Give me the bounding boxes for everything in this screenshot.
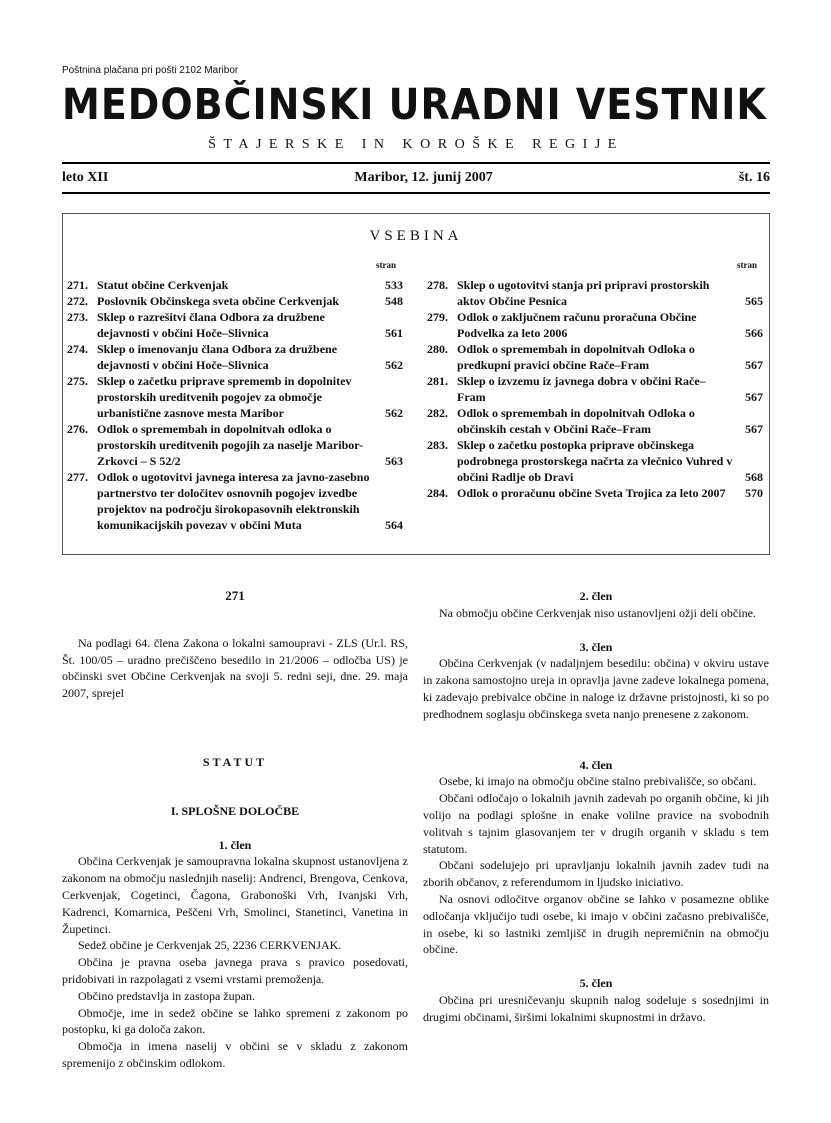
toc-item-number: 272. — [67, 294, 88, 308]
paragraph: Občina pri uresničevanju skupnih nalog sodeluje s sosednjimi in drugimi občinami, širšimi lokalnimi skupnostmi in državo. — [423, 992, 769, 1024]
toc-page-header-right: stran — [737, 260, 757, 270]
toc-item-page: 570 — [745, 486, 763, 500]
toc-item-number: 282. — [427, 406, 448, 420]
paragraph: Sedež občine je Cerkvenjak 25, 2236 CERKVENJAK. — [78, 938, 342, 953]
toc-item-page: 567 — [745, 422, 763, 436]
article-4-title: 4. člen — [579, 757, 613, 772]
toc-item — [67, 341, 403, 373]
toc-column-left — [67, 277, 403, 533]
article-2-body — [423, 605, 769, 622]
toc-item — [67, 421, 403, 469]
statut-title: STATUT — [202, 754, 268, 769]
paragraph: Na osnovi odločitve organov občine se lahko v posamezne oblike odločanja vključijo tudi osebe, ki imajo v občini začasno prebivališče, in osebe, ki so lastniki zemljišč in drugih nepremičnin na območju občine. — [423, 891, 769, 957]
issue-year: leto XII — [62, 170, 109, 185]
column-left — [62, 588, 408, 1072]
article-1-title: 1. člen — [218, 837, 252, 852]
toc-item-number: 284. — [427, 486, 448, 500]
header-rule-top — [62, 162, 770, 164]
toc-page-header-left: stran — [376, 260, 396, 270]
article-3-body — [423, 655, 769, 722]
toc-item-title: Statut občine Cerkvenjak — [97, 278, 229, 292]
article-4-body — [423, 773, 769, 958]
toc-item — [67, 469, 403, 533]
toc-item-page: 533 — [385, 278, 403, 292]
toc-column-right — [427, 277, 763, 501]
paragraph: Občino predstavlja in zastopa župan. — [78, 988, 255, 1003]
toc-item-page: 567 — [745, 358, 763, 372]
paragraph: Območje, ime in sedež občine se lahko spremeni z zakonom po postopku, ki ga določa zakon. — [62, 1005, 408, 1037]
article-3-title: 3. člen — [579, 639, 613, 654]
toc-item-page: 566 — [745, 326, 763, 340]
toc-item-title: Poslovnik Občinskega sveta občine Cerkvenjak — [97, 294, 340, 308]
toc-item-page: 565 — [745, 294, 763, 308]
paragraph: Občani odločajo o lokalnih javnih zadevah po organih občine, ki jih volijo na podlagi splošne in enake volilne pravice na svobodnih volitvah s tajnim glasovanjem ter v drugih organih v skladu s tem statutom. — [423, 791, 769, 856]
table-of-contents — [62, 213, 770, 555]
toc-item-page: 562 — [385, 358, 403, 372]
paragraph: Občani sodelujejo pri upravljanju lokalnih javnih zadev tudi na zborih občanov, z referendumom in ljudsko iniciativo. — [423, 858, 769, 890]
toc-item-title: Sklep o začetku postopka priprave občinskega podrobnega prostorskega načrta za vlečnico Vuhred v občini Radlje ob Dravi — [457, 438, 733, 484]
toc-item-page: 548 — [385, 294, 403, 308]
toc-item-page: 561 — [385, 326, 403, 340]
toc-item-title: Sklep o začetku priprave sprememb in dopolnitev prostorskih ureditvenih pogojev za območje urbanistične zasnove mesta Maribor — [97, 374, 352, 420]
toc-item-number: 277. — [67, 470, 88, 484]
toc-title: VSEBINA — [369, 228, 463, 244]
toc-item-page: 568 — [745, 470, 763, 484]
toc-item — [427, 437, 763, 485]
toc-item-title: Odlok o spremembah in dopolnitvah odloka o prostorskih ureditvenih pogojih za naselje Maribor-Zrkovci – S 52/2 — [97, 422, 364, 468]
issue-date: Maribor, 12. junij 2007 — [354, 170, 493, 185]
chapter-title: I. SPLOŠNE DOLOČBE — [170, 803, 300, 818]
toc-item — [427, 373, 763, 405]
toc-item — [67, 293, 403, 309]
toc-item-title: Odlok o ugotovitvi javnega interesa za javno-zasebno partnerstvo ter določitev osnovnih pogojev izvedbe projektov na področju širokopasovnih elektronskih komunikacijskih povezav v občini Muta — [97, 470, 370, 532]
article-1-body — [62, 853, 408, 1071]
toc-item-title: Sklep o izvzemu iz javnega dobra v občini Rače–Fram — [457, 374, 706, 404]
toc-item — [427, 405, 763, 437]
masthead-title: MEDOBČINSKI URADNI VESTNIK — [62, 80, 767, 130]
paragraph: Občina je pravna oseba javnega prava s pravico posedovati, pridobivati in razpolagati z vsemi vrstami premoženja. — [62, 955, 408, 986]
toc-item-page: 562 — [385, 406, 403, 420]
toc-item-title: Odlok o spremembah in dopolnitvah Odloka o predkupni pravici občine Rače–Fram — [457, 342, 695, 372]
paragraph: Osebe, ki imajo na območju občine stalno prebivališče, so občani. — [439, 774, 757, 789]
toc-item-number: 274. — [67, 342, 88, 356]
toc-item-page: 563 — [385, 454, 403, 468]
toc-item-number: 279. — [427, 310, 448, 324]
toc-item — [67, 309, 403, 341]
toc-item-title: Odlok o proračunu občine Sveta Trojica za leto 2007 — [457, 486, 726, 500]
toc-item-number: 280. — [427, 342, 448, 356]
issue-number: št. 16 — [738, 170, 770, 185]
paragraph: Na območju občine Cerkvenjak niso ustanovljeni ožji deli občine. — [439, 605, 756, 620]
toc-item-number: 271. — [67, 278, 88, 292]
toc-item — [67, 277, 403, 293]
toc-item — [427, 485, 763, 501]
article-2-title: 2. člen — [579, 589, 613, 603]
document-number: 271 — [225, 588, 245, 603]
toc-item-number: 283. — [427, 438, 448, 452]
toc-item — [427, 309, 763, 341]
toc-item-number: 278. — [427, 278, 448, 292]
toc-item-number: 276. — [67, 422, 88, 436]
masthead-subtitle: ŠTAJERSKE IN KOROŠKE REGIJE — [208, 137, 624, 152]
toc-item-page: 567 — [745, 390, 763, 404]
toc-item-number: 281. — [427, 374, 448, 388]
toc-item-title: Odlok o spremembah in dopolnitvah Odloka o občinskih cestah v Občini Rače–Fram — [457, 406, 695, 436]
toc-item — [427, 277, 763, 309]
toc-item-number: 273. — [67, 310, 88, 324]
column-right — [423, 588, 769, 1026]
toc-item — [67, 373, 403, 421]
toc-item-number: 275. — [67, 374, 88, 388]
postal-note: Poštnina plačana pri pošti 2102 Maribor — [62, 65, 239, 76]
toc-item-title: Sklep o razrešitvi člana Odbora za družbene dejavnosti v občini Hoče–Slivnica — [97, 310, 325, 340]
toc-item-title: Odlok o zaključnem računu proračuna Občine Podvelka za leto 2006 — [457, 310, 697, 340]
toc-item — [427, 341, 763, 373]
paragraph: Območja in imena naselij v občini se v skladu z zakonom spremenijo z občinskim odlokom. — [62, 1039, 408, 1070]
header-rule-bottom — [62, 192, 770, 194]
toc-item-title: Sklep o ugotovitvi stanja pri pripravi prostorskih aktov Občine Pesnica — [457, 278, 710, 308]
toc-item-title: Sklep o imenovanju člana Odbora za družbene dejavnosti v občini Hoče–Slivnica — [97, 342, 338, 372]
toc-item-page: 564 — [385, 518, 403, 532]
issue-line — [62, 170, 770, 186]
paragraph: Občina Cerkvenjak (v nadaljnjem besedilu: občina) v okviru ustave in zakona samostojno ureja in opravlja javne zadeve lokalnega pomena, ki zadevajo prebivalce občine in naloge iz državne pristojnosti, ki so po predhodnem soglasju občinskega sveta nanjo prenesene z zakonom. — [423, 656, 769, 721]
article-5-title: 5. člen — [579, 976, 613, 991]
preamble: Na podlagi 64. člena Zakona o lokalni samoupravi - ZLS (Ur.l. RS, Št. 100/05 – uradno prečiščeno besedilo in 21/2006 – odločba US) je občinski svet Občine Cerkvenjak na svoji 5. redni seji, dne. 29. maja 2007, sprejel — [62, 635, 408, 701]
paragraph: Občina Cerkvenjak je samoupravna lokalna skupnost ustanovljena z zakonom na območju naslednjih naselij: Andrenci, Brengova, Cenkova, Cerkvenjak, Cogetinci, Čagona, Grabonoški Vrh, Ivanjski Vrh, Kadrenci, Komarnica, Peščeni Vrh, Smolinci, Stanetinci, Vanetina in Župetinci. — [62, 854, 408, 936]
article-5-body — [423, 992, 769, 1026]
